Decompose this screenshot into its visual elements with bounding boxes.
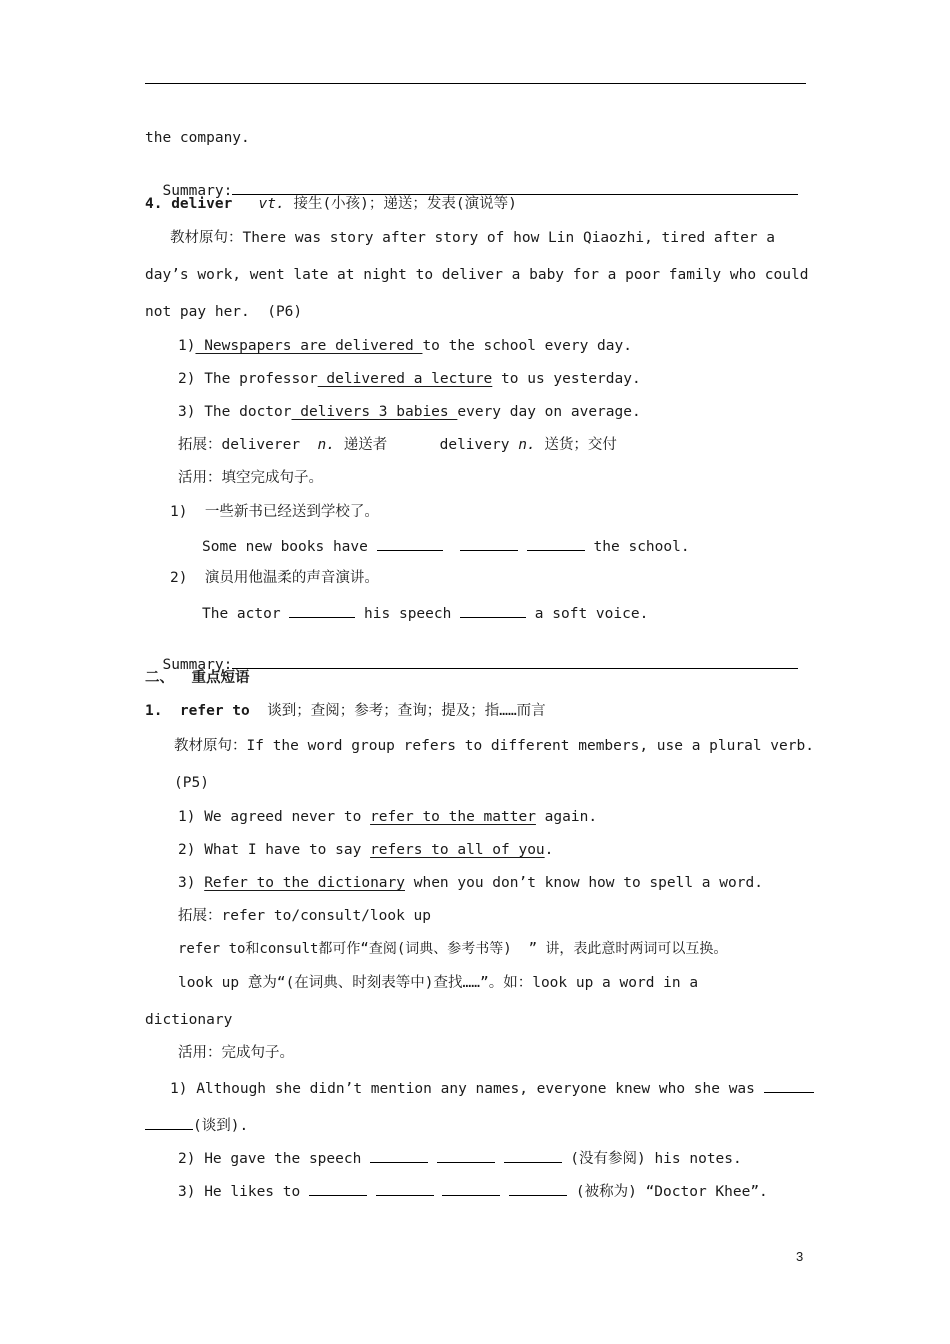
fill-blank-sentence: Some new books have the school. <box>202 536 690 556</box>
underlined-phrase: refers to all of you <box>370 842 545 858</box>
summary-label: Summary: <box>162 657 233 673</box>
exercise-prompt: 2) 演员用他温柔的声音演讲。 <box>170 570 379 586</box>
top-rule <box>145 83 806 84</box>
answer-blank[interactable] <box>460 603 526 618</box>
text-line: day’s work, went late at night to deliver a baby for a poor family who could <box>145 267 809 283</box>
answer-blank[interactable] <box>509 1181 567 1196</box>
underlined-phrase: refer to the matter <box>370 809 536 825</box>
example-sentence: 2) What I have to say refers to all of you. <box>178 842 554 858</box>
section-heading: 二、 重点短语 <box>145 670 250 686</box>
word-heading <box>145 195 517 213</box>
heading-word: deliver <box>171 196 233 212</box>
answer-blank[interactable] <box>376 1181 434 1196</box>
fill-blank-sentence: 1) Although she didn’t mention any names, everyone knew who she was <box>170 1078 814 1098</box>
answer-blank[interactable] <box>289 603 355 618</box>
text-line: look up 意为“(在词典、时刻表等中)查找……”。如：look up a word in a <box>178 975 699 991</box>
extension-line: 拓展：deliverer n. 递送者 delivery n. 送货；交付 <box>178 437 617 453</box>
answer-blank[interactable] <box>309 1181 367 1196</box>
definition: 接生(小孩)；递送；发表(演说等) <box>284 196 517 212</box>
answer-blank[interactable] <box>527 536 585 551</box>
underlined-phrase: delivered a lecture <box>317 371 493 387</box>
exercise-prompt: 1) 一些新书已经送到学校了。 <box>170 504 379 520</box>
text-line: 教材原句：If the word group refers to different members, use a plural verb. <box>174 738 814 754</box>
answer-blank[interactable] <box>145 1115 193 1130</box>
summary-blank <box>232 180 798 195</box>
text-line: 教材原句：There was story after story of how Lin Qiaozhi, tired after a <box>170 230 776 246</box>
text-line: the company. <box>145 130 250 146</box>
page-number: 3 <box>796 1249 804 1264</box>
fill-blank-sentence: 3) He likes to (被称为) “Doctor Khee”. <box>178 1181 768 1201</box>
example-sentence: 3) The doctor delivers 3 babies every day on average. <box>178 404 641 420</box>
text-line: not pay her. (P6) <box>145 304 303 320</box>
heading-number: 4. <box>145 196 172 212</box>
part-of-speech: vt. <box>258 196 285 212</box>
heading-word: refer to <box>179 703 250 719</box>
summary-label: Summary: <box>162 183 233 199</box>
answer-blank[interactable] <box>370 1148 428 1163</box>
fill-blank-sentence: (谈到). <box>145 1115 248 1135</box>
example-sentence: 2) The professor delivered a lecture to us yesterday. <box>178 371 641 387</box>
answer-blank[interactable] <box>377 536 443 551</box>
text-line: refer to和consult都可作“查阅(词典、参考书等) ” 讲，表此意时两词可以互换。 <box>178 941 728 957</box>
example-sentence: 1) Newspapers are delivered to the school every day. <box>178 338 632 354</box>
underlined-phrase: delivers 3 babies <box>291 404 458 420</box>
exercise-heading: 活用：填空完成句子。 <box>178 470 323 486</box>
answer-blank[interactable] <box>442 1181 500 1196</box>
answer-blank[interactable] <box>504 1148 562 1163</box>
fill-blank-sentence: 2) He gave the speech (没有参阅) his notes. <box>178 1148 742 1168</box>
text-line: (P5) <box>174 775 209 791</box>
example-sentence: 3) Refer to the dictionary when you don’t know how to spell a word. <box>178 875 763 891</box>
answer-blank[interactable] <box>460 536 518 551</box>
answer-blank[interactable] <box>437 1148 495 1163</box>
exercise-heading: 活用：完成句子。 <box>178 1045 294 1061</box>
answer-blank[interactable] <box>764 1078 814 1093</box>
example-sentence: 1) We agreed never to refer to the matter again. <box>178 809 598 825</box>
summary-blank <box>232 654 798 669</box>
underlined-phrase: Refer to the dictionary <box>204 875 405 891</box>
extension-line: 拓展：refer to/consult/look up <box>178 908 432 924</box>
text-line: dictionary <box>145 1012 233 1028</box>
underlined-phrase: Newspapers are delivered <box>195 338 423 354</box>
definition: 谈到；查阅；参考；查询；提及；指……而言 <box>249 703 546 719</box>
phrase-heading: 1. refer to 谈到；查阅；参考；查询；提及；指……而言 <box>145 703 546 719</box>
fill-blank-sentence: The actor his speech a soft voice. <box>202 603 648 623</box>
